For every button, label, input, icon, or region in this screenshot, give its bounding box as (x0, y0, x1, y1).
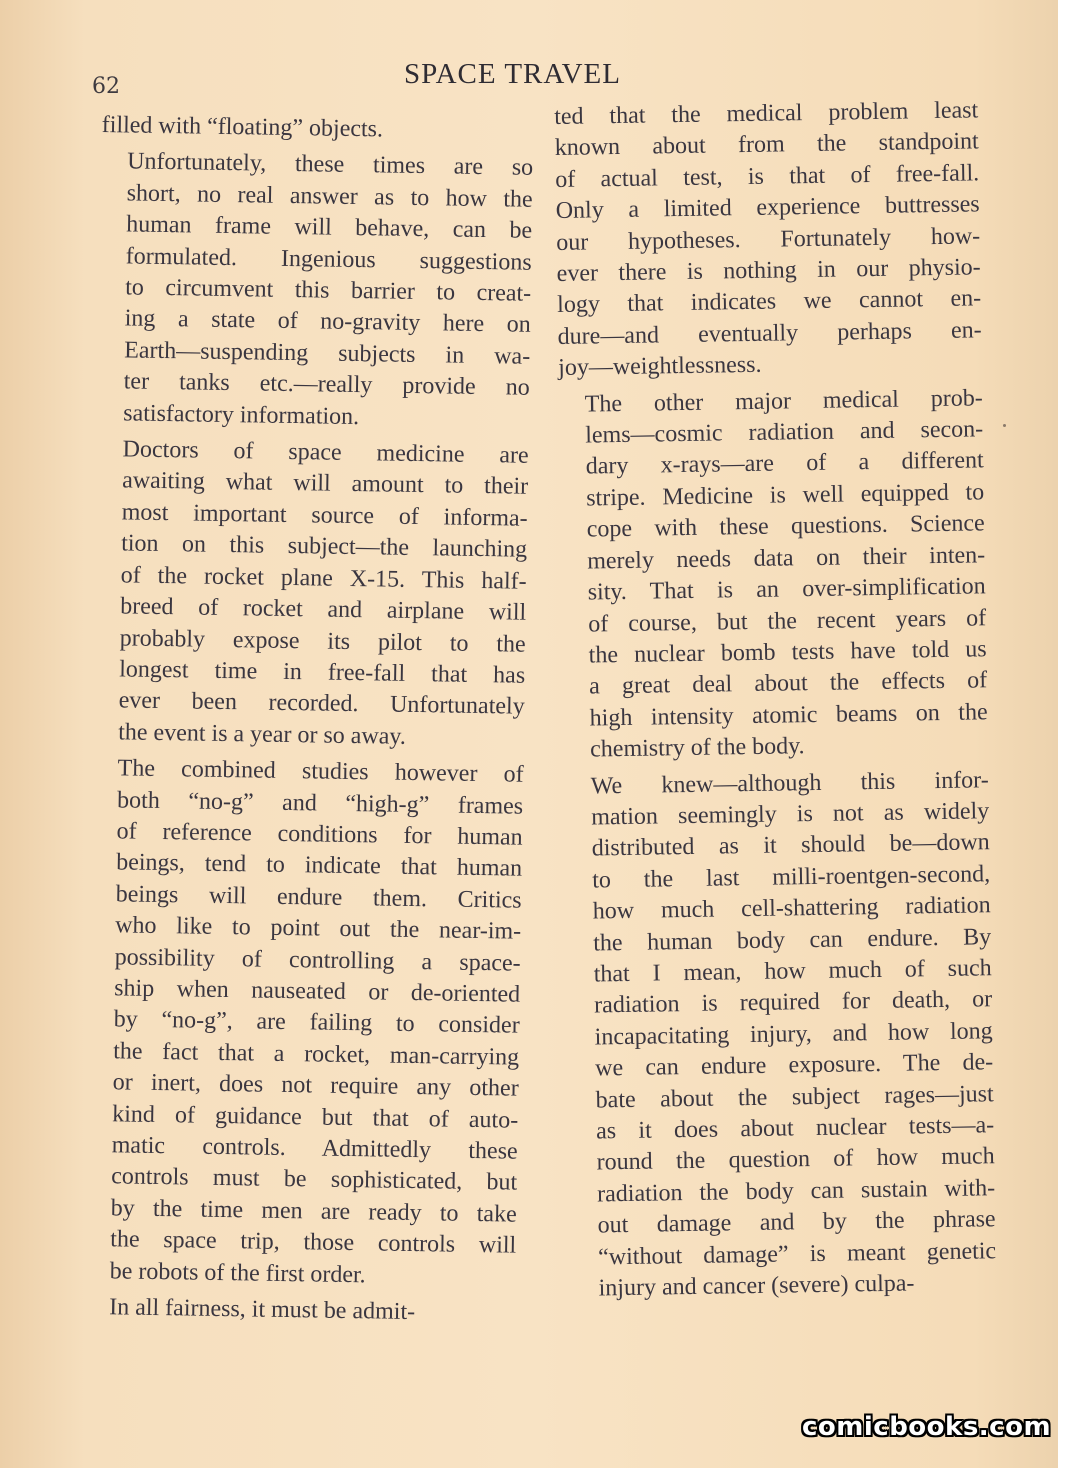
text-line: most important source of informa- (121, 499, 528, 532)
page-number: 62 (92, 74, 120, 99)
text-line: awaiting what will amount to their (121, 467, 529, 501)
text-line: the human body can endure. By (593, 923, 992, 957)
text-line: how much cell-shattering radiation (592, 892, 991, 925)
text-line: the nuclear bomb tests have told us (588, 636, 987, 669)
paragraph (97, 146, 533, 435)
text-line: a great deal about the effects of (588, 667, 988, 700)
text-line: of the rocket plane X-15. This half- (120, 562, 527, 595)
text-line: out damage and by the phrase (597, 1206, 996, 1239)
text-line: ted that the medical problem least (554, 97, 979, 130)
text-line: The other major medical prob- (584, 384, 983, 418)
text-line: tion on this subject—the launching (120, 530, 528, 564)
text-line: filled with “floating” objects. (101, 111, 384, 143)
text-line: beings, tend to indicate that human (115, 849, 523, 883)
text-line: ever been recorded. Unfortunately (118, 687, 525, 721)
paragraph (92, 434, 529, 755)
text-line: joy—weightlessness. (557, 352, 762, 382)
paragraph (102, 110, 534, 148)
right-text-column (554, 95, 997, 1310)
text-line: radiation the body can sustain with- (596, 1175, 996, 1208)
text-line: chemistry of the body. (589, 733, 805, 763)
text-line: round the question of how much (596, 1143, 995, 1176)
text-line: probably expose its pilot to the (119, 624, 526, 658)
text-line: satisfactory information. (123, 400, 360, 430)
paragraph (83, 1292, 515, 1330)
text-line: to circumvent this barrier to creat- (125, 274, 532, 307)
text-line: of course, but the recent years of (587, 604, 987, 638)
paragraph (559, 383, 989, 766)
text-line: dure—and eventually perhaps en- (557, 317, 982, 350)
text-line: the event is a year or so away. (118, 719, 407, 750)
text-line: of reference conditions for human (116, 818, 523, 851)
text-line: short, no real answer as to how the (126, 180, 533, 213)
text-line: possibility of controlling a space- (114, 943, 521, 977)
watermark-logo: comicbooks.com (802, 1412, 1052, 1442)
text-line: lems—cosmic radiation and secon- (585, 416, 984, 449)
text-line: ship when nauseated or de-oriented (114, 975, 521, 1008)
text-line: both “no-g” and “high-g” frames (116, 786, 524, 820)
text-line: incapacitating injury, and how long (594, 1018, 993, 1051)
text-line: distributed as it should be—down (591, 829, 990, 862)
text-line: formulated. Ingenious suggestions (125, 243, 532, 276)
text-line: beings will endure them. Critics (115, 881, 522, 914)
text-line: The combined studies however of (117, 755, 524, 788)
paragraph (565, 765, 997, 1306)
text-line: merely needs data on their inten- (587, 541, 986, 575)
text-line: We knew—although this infor- (590, 766, 989, 800)
text-line: radiation is required for death, or (593, 986, 993, 1019)
text-line: dary x-rays—are of a different (585, 447, 984, 481)
text-line: Only a limited experience buttresses (555, 191, 980, 225)
text-line: Unfortunately, these times are so (126, 148, 534, 182)
paragraph (554, 95, 982, 384)
text-line: In all fairness, it must be admit- (108, 1294, 416, 1326)
text-line: injury and cancer (severe) culpa- (598, 1270, 915, 1302)
paper-speck (1003, 424, 1006, 427)
text-line: our hypotheses. Fortunately how- (556, 222, 981, 256)
text-line: as it does about nuclear tests—a- (595, 1112, 995, 1145)
text-line: of actual test, is that of free-fall. (555, 160, 980, 193)
text-line: logy that indicates we cannot en- (556, 285, 982, 319)
paragraph (84, 753, 524, 1294)
text-line: mation seemingly is not as widely (591, 798, 990, 831)
text-line: matic controls. Admittedly these (111, 1132, 518, 1165)
text-line: the fact that a rocket, man-carrying (113, 1038, 520, 1071)
text-line: “without damage” is meant genetic (597, 1237, 997, 1271)
running-head-title: SPACE TRAVEL (404, 58, 621, 90)
text-line: ing a state of no-gravity here on (124, 305, 531, 339)
text-line: sity. That is an over-simplification (587, 573, 986, 606)
text-line: by the time men are ready to take (110, 1195, 517, 1228)
text-line: known about from the standpoint (554, 128, 979, 162)
text-line: to the last milli-roentgen-second, (592, 860, 991, 894)
left-text-column (83, 110, 534, 1335)
text-line: ter tanks etc.—really provide no (123, 368, 530, 402)
text-line: we can endure exposure. The de- (594, 1049, 994, 1082)
text-line: controls must be sophisticated, but (111, 1163, 518, 1197)
text-line: high intensity atomic beams on the (589, 698, 988, 732)
text-line: Earth—suspending subjects in wa- (124, 337, 531, 370)
text-line: longest time in free-fall that has (119, 656, 526, 689)
text-line: stripe. Medicine is well equipped to (586, 479, 985, 512)
text-line: cope with these questions. Science (586, 510, 985, 543)
text-line: Doctors of space medicine are (122, 436, 529, 469)
text-line: or inert, does not require any other (112, 1069, 519, 1102)
text-line: kind of guidance but that of auto- (112, 1100, 519, 1134)
text-line: be robots of the first order. (109, 1257, 366, 1288)
text-line: ever there is nothing in our physio- (556, 254, 981, 288)
text-line: bate about the subject rages—just (595, 1080, 994, 1114)
text-line: the space trip, those controls will (110, 1226, 517, 1259)
text-line: human frame will behave, can be (125, 211, 533, 244)
text-line: who like to point out the near-im- (114, 912, 522, 945)
text-line: by “no-g”, are failing to consider (113, 1006, 520, 1040)
text-line: breed of rocket and airplane will (120, 593, 527, 626)
text-line: that I mean, how much of such (593, 955, 992, 988)
